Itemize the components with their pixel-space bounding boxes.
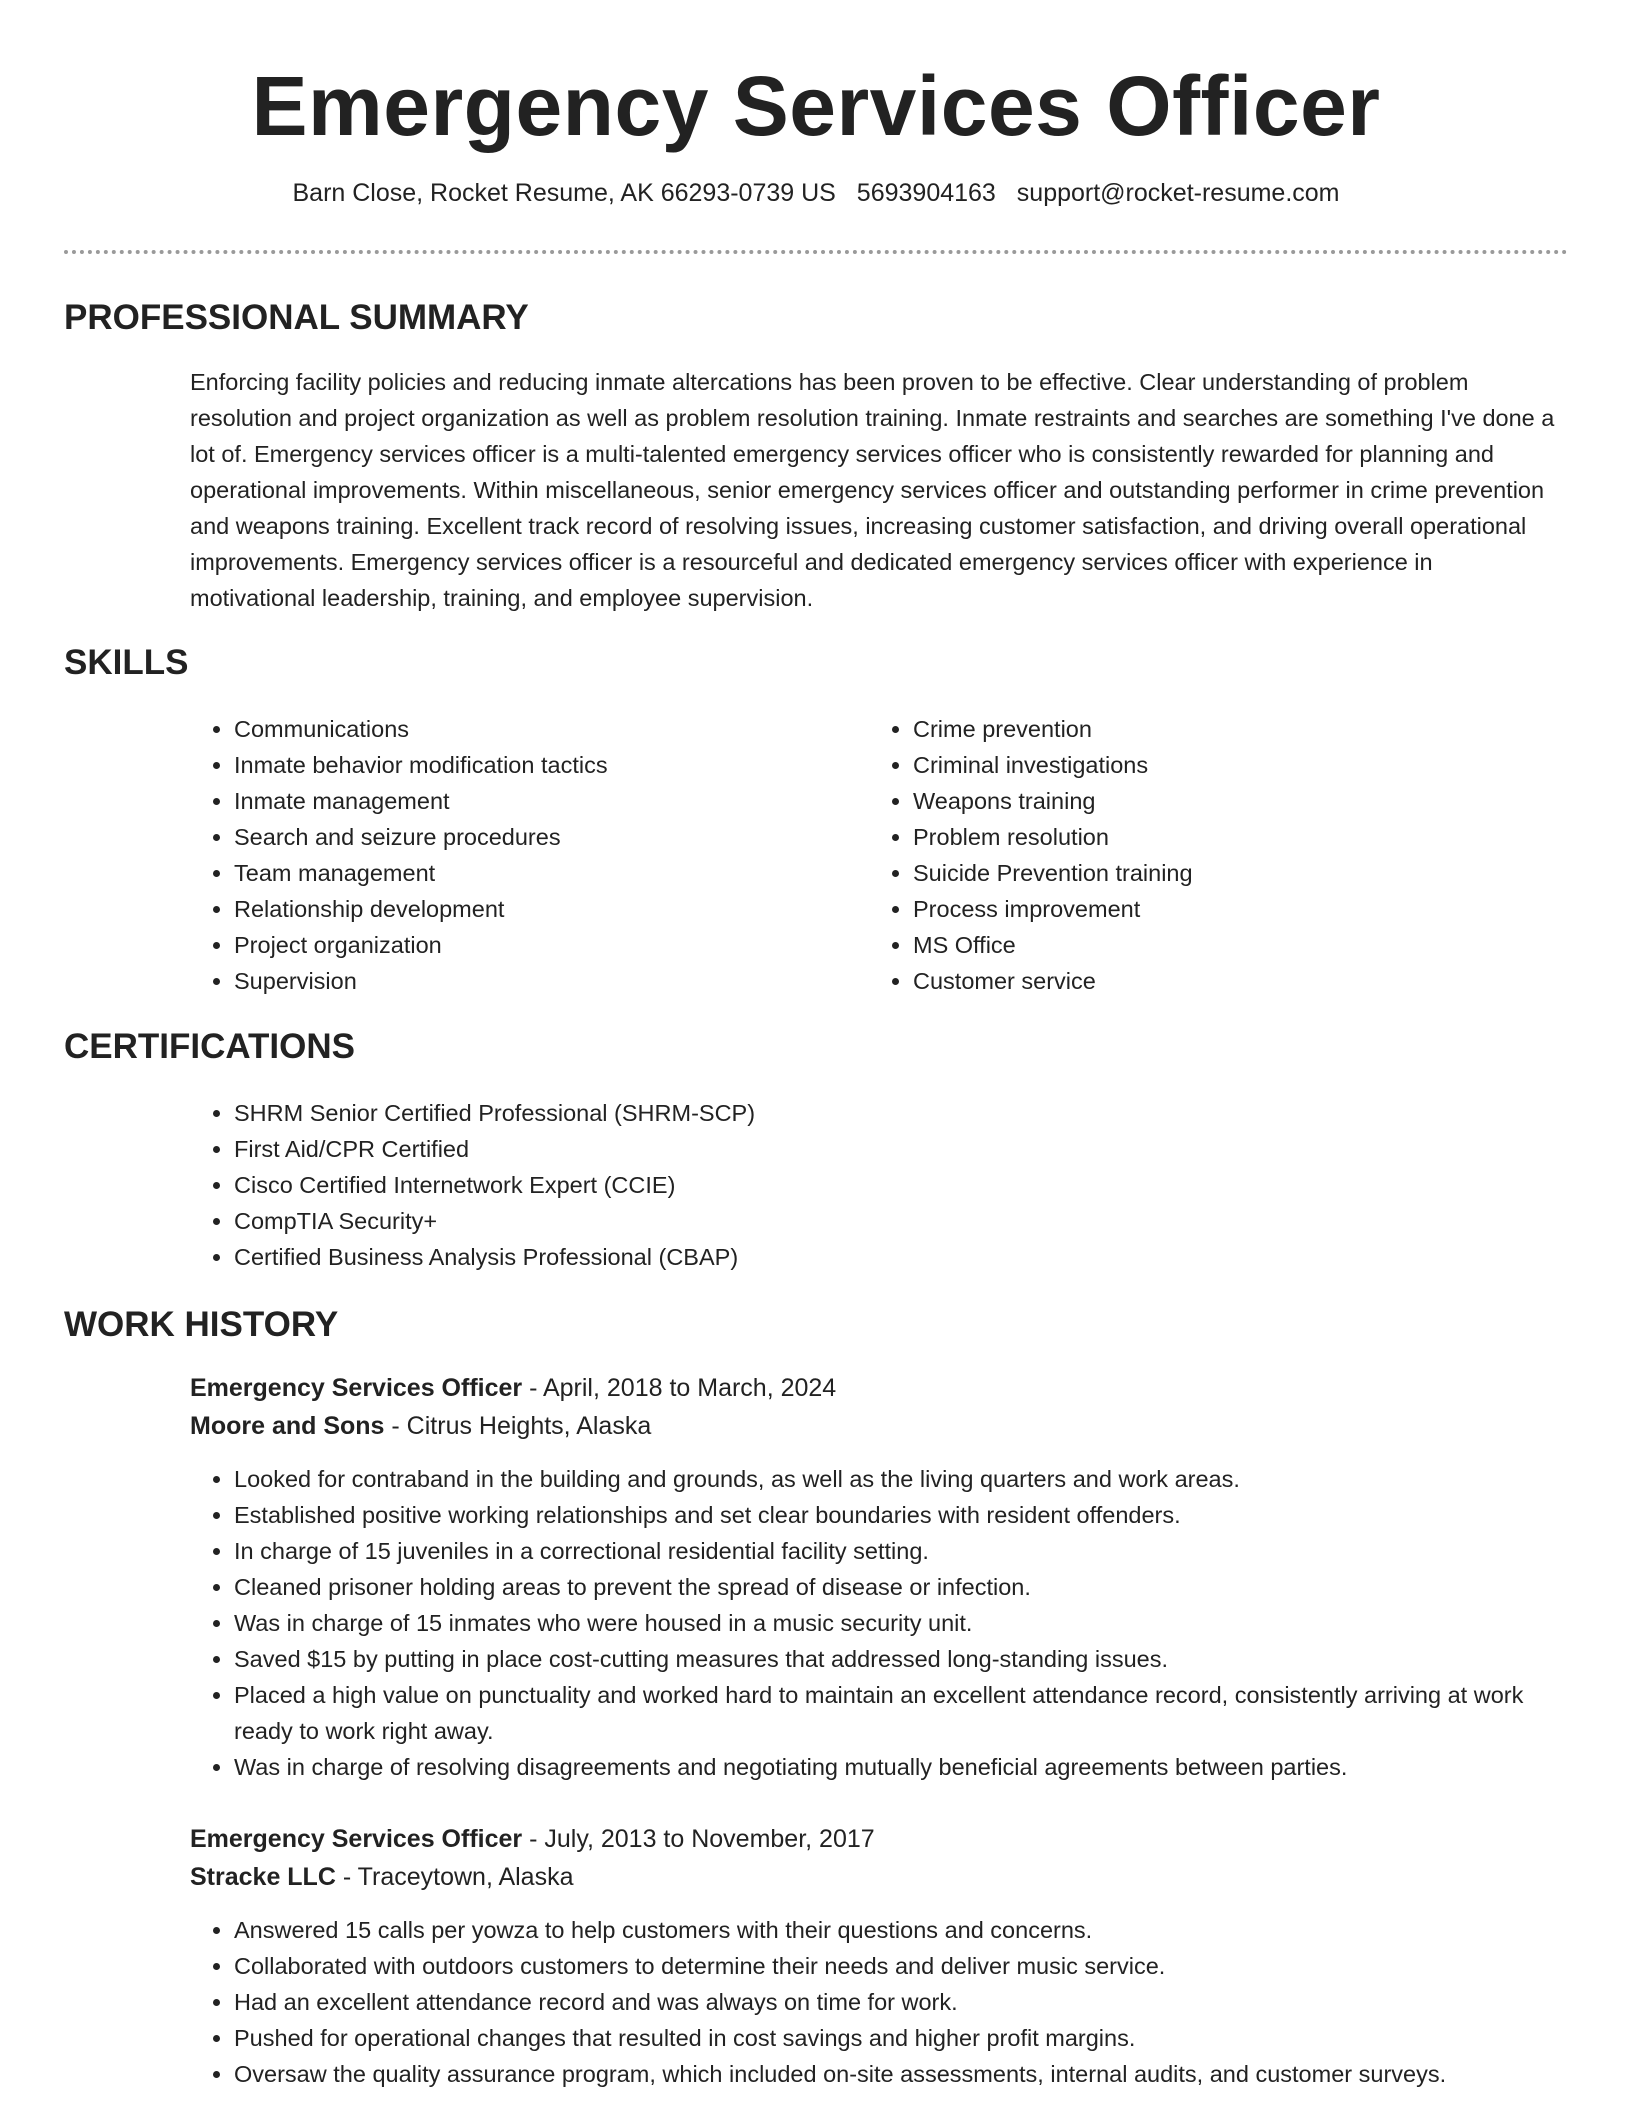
skill-item: • Supervision (234, 963, 830, 999)
job-company: Stracke LLC (190, 1863, 336, 1891)
resume-title: Emergency Services Officer (251, 59, 1381, 153)
job-duty-item: • Was in charge of 15 inmates who were housed in a music security unit. (234, 1605, 1564, 1641)
skill-item: • Process improvement (913, 891, 1509, 927)
job-duty-item: • Had an excellent attendance record and was always on time for work. (234, 1984, 1564, 2020)
job-title-line (190, 1369, 1564, 1407)
job-duty-item: • Pushed for operational changes that resulted in cost savings and higher profit margins. (234, 2020, 1564, 2056)
skills-list-right (869, 711, 1509, 999)
job-role: Emergency Services Officer (190, 1825, 523, 1853)
skill-item: • MS Office (913, 927, 1509, 963)
certifications-list (190, 1095, 1490, 1275)
skill-item: • Relationship development (234, 891, 830, 927)
skill-item: • Project organization (234, 927, 830, 963)
job-duty-item: • Answered 15 calls per yowza to help customers with their questions and concerns. (234, 1912, 1564, 1948)
contact-line (0, 175, 1632, 211)
skill-item: • Weapons training (913, 783, 1509, 819)
job-entry (190, 1820, 1564, 2092)
job-company: Moore and Sons (190, 1412, 385, 1440)
job-duty-item: • Looked for contraband in the building and grounds, as well as the living quarters and work areas. (234, 1461, 1564, 1497)
job-duty-item: • Oversaw the quality assurance program, which included on-site assessments, internal audits, and customer surveys. (234, 2056, 1564, 2092)
certification-item: • CompTIA Security+ (234, 1203, 1490, 1239)
contact-email: support@rocket-resume.com (1016, 179, 1340, 207)
summary-heading: PROFESSIONAL SUMMARY (64, 298, 529, 337)
skill-item: • Criminal investigations (913, 747, 1509, 783)
skill-item: • Suicide Prevention training (913, 855, 1509, 891)
skill-item: • Inmate behavior modification tactics (234, 747, 830, 783)
skill-item: • Team management (234, 855, 830, 891)
skills-column-left (190, 711, 830, 999)
job-duty-item: • Placed a high value on punctuality and worked hard to maintain an excellent attendance record, consistently arriving at work ready to work right away. (234, 1677, 1564, 1749)
certification-item: • First Aid/CPR Certified (234, 1131, 1490, 1167)
skill-item: • Inmate management (234, 783, 830, 819)
job-duty-item: • Collaborated with outdoors customers to determine their needs and deliver music service. (234, 1948, 1564, 1984)
job-company-line (190, 1407, 1564, 1445)
skill-item: • Customer service (913, 963, 1509, 999)
certification-item: • Certified Business Analysis Professional (CBAP) (234, 1239, 1490, 1275)
job-company-line (190, 1858, 1564, 1896)
certification-item: • SHRM Senior Certified Professional (SHRM-SCP) (234, 1095, 1490, 1131)
contact-address: Barn Close, Rocket Resume, AK 66293-0739 US (292, 179, 836, 207)
certifications-block (190, 1095, 1490, 1275)
certification-item: • Cisco Certified Internetwork Expert (CCIE) (234, 1167, 1490, 1203)
job-location: - Traceytown, Alaska (335, 1863, 574, 1891)
contact-phone: 5693904163 (856, 179, 996, 207)
skill-item: • Crime prevention (913, 711, 1509, 747)
job-duties-list (190, 1461, 1564, 1785)
job-dates: - April, 2018 to March, 2024 (522, 1374, 837, 1402)
certifications-heading: CERTIFICATIONS (64, 1027, 356, 1066)
job-duty-item: • Saved $15 by putting in place cost-cutting measures that addressed long-standing issues. (234, 1641, 1564, 1677)
job-entry (190, 1369, 1564, 1785)
job-duty-item: • Established positive working relationships and set clear boundaries with resident offenders. (234, 1497, 1564, 1533)
job-duty-item: • Was in charge of resolving disagreements and negotiating mutually beneficial agreements between parties. (234, 1749, 1564, 1785)
skill-item: • Communications (234, 711, 830, 747)
job-title-line (190, 1820, 1564, 1858)
job-dates: - July, 2013 to November, 2017 (522, 1825, 875, 1853)
skills-column-right (869, 711, 1509, 999)
job-role: Emergency Services Officer (190, 1374, 523, 1402)
job-location: - Citrus Heights, Alaska (384, 1412, 652, 1440)
skills-heading: SKILLS (64, 643, 189, 682)
job-duties-list (190, 1912, 1564, 2092)
work-history-heading: WORK HISTORY (64, 1305, 339, 1344)
header-divider (64, 250, 1568, 254)
skill-item: • Search and seizure procedures (234, 819, 830, 855)
job-duty-item: • In charge of 15 juveniles in a correctional residential facility setting. (234, 1533, 1564, 1569)
skills-list-left (190, 711, 830, 999)
skill-item: • Problem resolution (913, 819, 1509, 855)
job-duty-item: • Cleaned prisoner holding areas to prevent the spread of disease or infection. (234, 1569, 1564, 1605)
summary-text: Enforcing facility policies and reducing inmate altercations has been proven to be effective. Clear understanding of problem resolution and project organization as well as problem resolution training. Inmate restraints and searches are something I've done a lot of. Emergency services officer is a multi-talented emergency services officer who is consistently rewarded for planning and operational improvements. Within miscellaneous, senior emergency services officer and outstanding performer in crime prevention and weapons training. Excellent track record of resolving issues, increasing customer satisfaction, and driving overall operational improvements. Emergency services officer is a resourceful and dedicated emergency services officer with experience in motivational leadership, training, and employee supervision. (190, 369, 1555, 611)
